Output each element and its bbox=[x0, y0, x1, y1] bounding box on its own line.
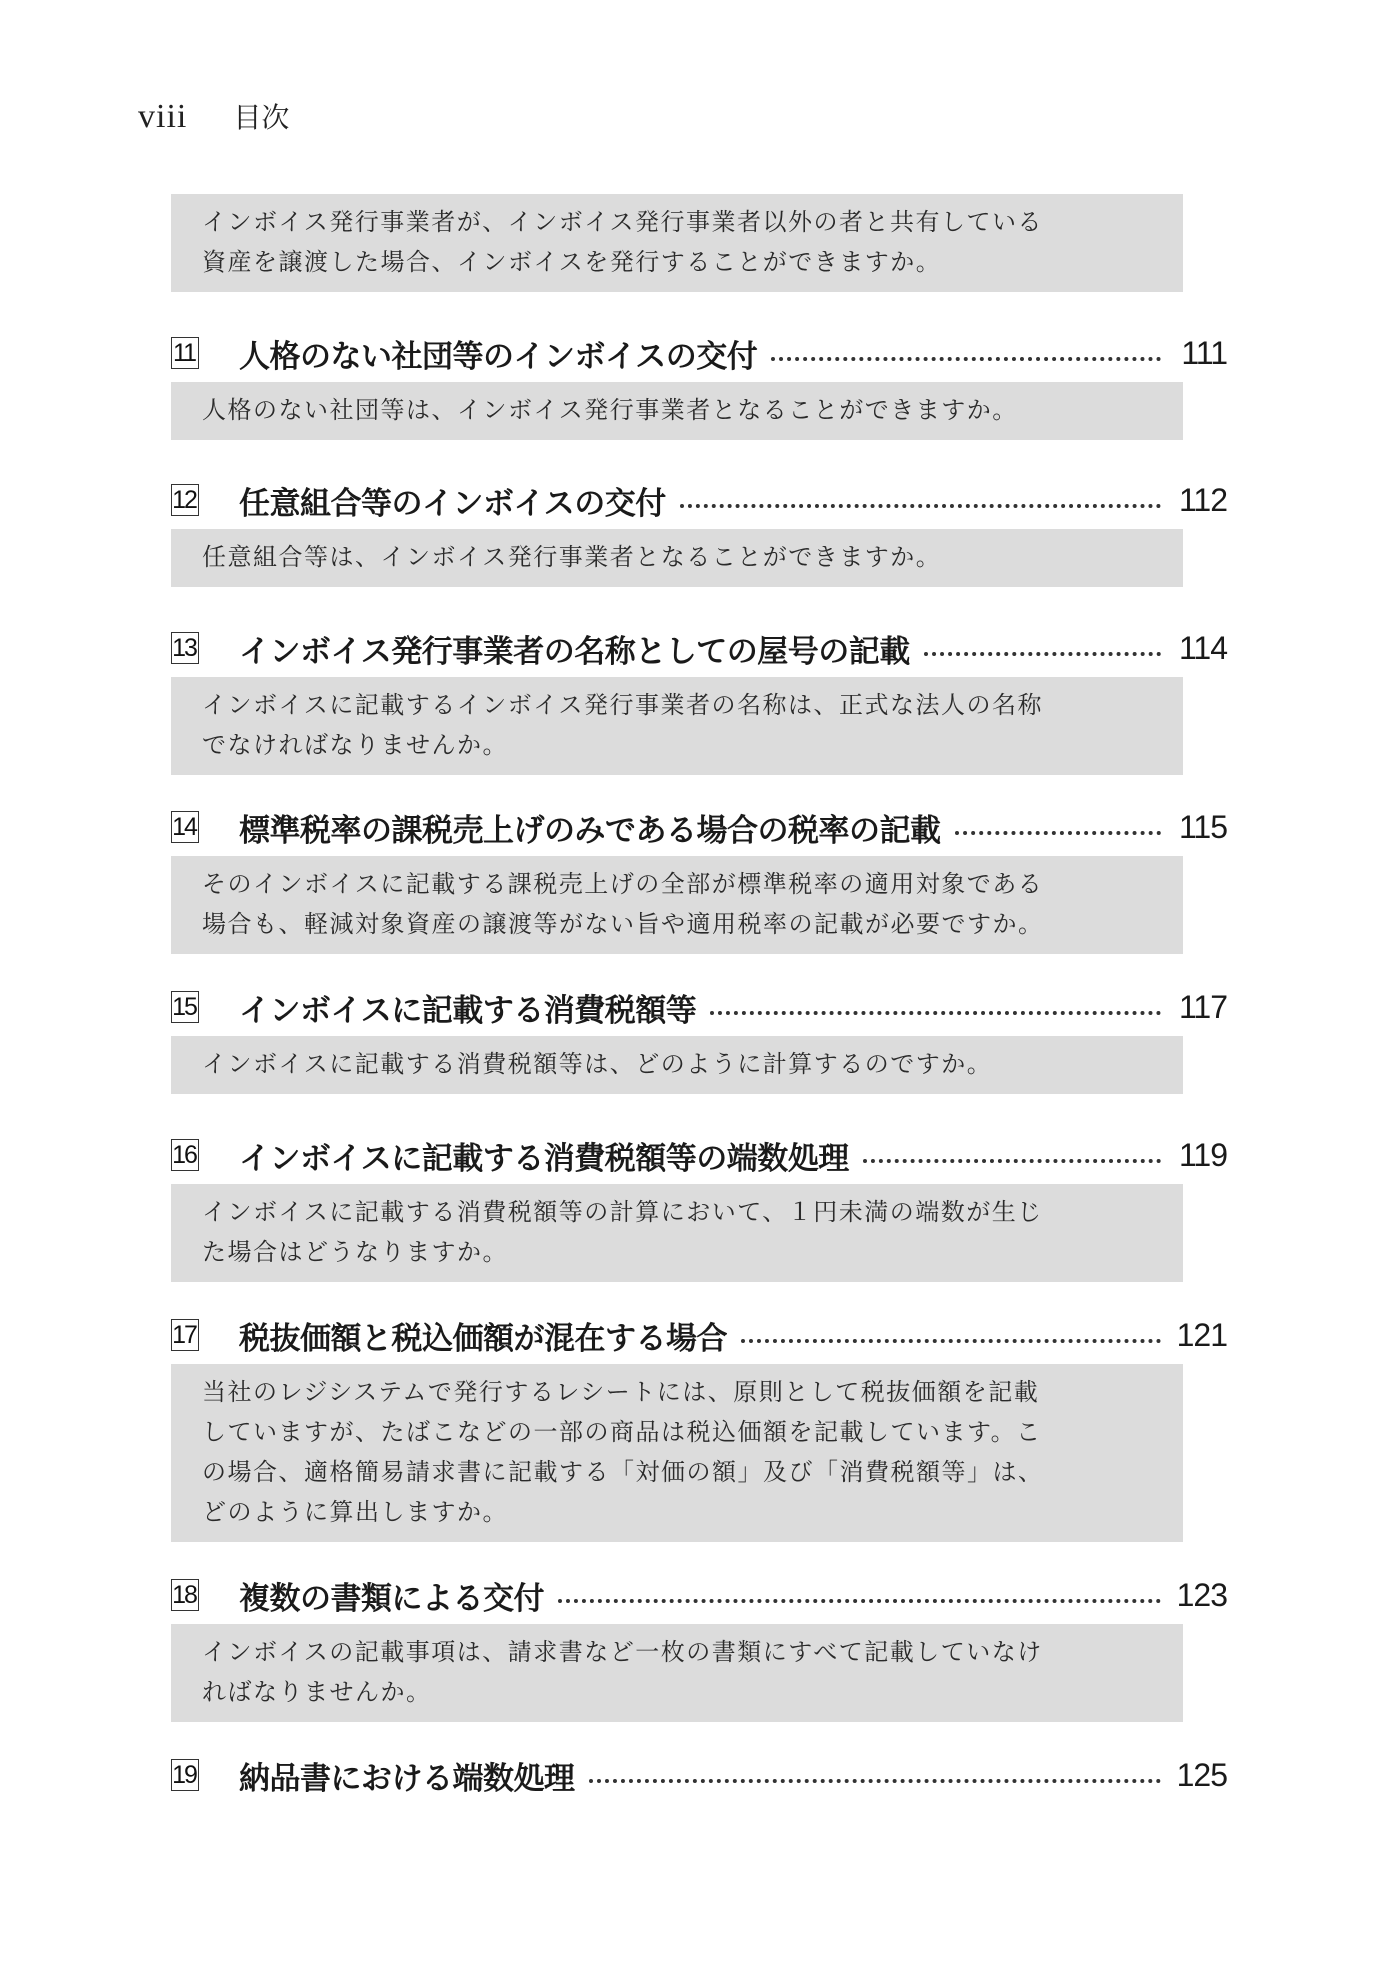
entry-heading[interactable] bbox=[171, 328, 1227, 378]
entry-title[interactable]: インボイスに記載する消費税額等 bbox=[239, 992, 697, 1029]
section-label: 目次 bbox=[233, 101, 290, 134]
question-line: 資産を譲渡した場合、インボイスを発行することができますか。 bbox=[202, 248, 942, 276]
page-reference[interactable]: 119 bbox=[1178, 1136, 1227, 1173]
dot-leader bbox=[589, 1779, 1162, 1783]
page-reference[interactable]: 112 bbox=[1178, 481, 1227, 518]
question-box bbox=[171, 529, 1183, 587]
entry-heading[interactable] bbox=[171, 623, 1227, 673]
dot-leader bbox=[710, 1011, 1161, 1015]
page-reference[interactable]: 114 bbox=[1178, 629, 1227, 666]
question-line: 任意組合等は、インボイス発行事業者となることができますか。 bbox=[202, 543, 942, 571]
dot-leader bbox=[680, 504, 1161, 508]
dot-leader bbox=[771, 357, 1161, 361]
question-line: していますが、たばこなどの一部の商品は税込価額を記載しています。こ bbox=[202, 1418, 1042, 1446]
entry-title[interactable]: 複数の書類による交付 bbox=[239, 1580, 544, 1617]
question-line: た場合はどうなりますか。 bbox=[202, 1238, 508, 1266]
entry-number: 14 bbox=[171, 811, 199, 843]
toc-entry-16[interactable] bbox=[171, 1130, 1227, 1282]
dot-leader bbox=[924, 652, 1161, 656]
question-line: 当社のレジシステムで発行するレシートには、原則として税抜価額を記載 bbox=[202, 1378, 1040, 1406]
entry-title[interactable]: インボイスに記載する消費税額等の端数処理 bbox=[239, 1140, 849, 1177]
page-reference[interactable]: 123 bbox=[1176, 1576, 1227, 1613]
entry-title[interactable]: 標準税率の課税売上げのみである場合の税率の記載 bbox=[239, 812, 941, 849]
question-box bbox=[171, 1036, 1183, 1094]
question-line: インボイスに記載するインボイス発行事業者の名称は、正式な法人の名称 bbox=[202, 691, 1044, 719]
question-box bbox=[171, 382, 1183, 440]
page-number: viii bbox=[138, 98, 188, 135]
toc-entry-11[interactable] bbox=[171, 328, 1227, 440]
entry-number: 15 bbox=[171, 991, 199, 1023]
entry-title[interactable]: インボイス発行事業者の名称としての屋号の記載 bbox=[239, 633, 910, 670]
question-line: どのように算出しますか。 bbox=[202, 1498, 508, 1526]
page-reference[interactable]: 117 bbox=[1178, 988, 1227, 1025]
entry-heading[interactable] bbox=[171, 982, 1227, 1032]
page-reference[interactable]: 121 bbox=[1176, 1316, 1227, 1353]
dot-leader bbox=[955, 831, 1162, 835]
page-reference[interactable]: 111 bbox=[1181, 334, 1227, 371]
dot-leader bbox=[863, 1159, 1161, 1163]
entry-heading[interactable] bbox=[171, 1750, 1227, 1800]
question-line: インボイスに記載する消費税額等は、どのように計算するのですか。 bbox=[202, 1050, 993, 1078]
entry-number: 11 bbox=[171, 337, 199, 369]
page-reference[interactable]: 115 bbox=[1178, 808, 1227, 845]
entry-title[interactable]: 任意組合等のインボイスの交付 bbox=[239, 485, 666, 522]
toc-entry-15[interactable] bbox=[171, 982, 1227, 1094]
entry-heading[interactable] bbox=[171, 1570, 1227, 1620]
question-line: ればなりませんか。 bbox=[202, 1678, 432, 1706]
entry-heading[interactable] bbox=[171, 802, 1227, 852]
toc-entry-13[interactable] bbox=[171, 623, 1227, 775]
question-line: インボイス発行事業者が、インボイス発行事業者以外の者と共有している bbox=[202, 208, 1044, 236]
question-line: でなければなりませんか。 bbox=[202, 731, 508, 759]
dot-leader bbox=[558, 1599, 1161, 1603]
entry-title[interactable]: 納品書における端数処理 bbox=[239, 1760, 575, 1797]
entry-number: 13 bbox=[171, 632, 199, 664]
toc-entry-18[interactable] bbox=[171, 1570, 1227, 1722]
entry-heading[interactable] bbox=[171, 1130, 1227, 1180]
entry-heading[interactable] bbox=[171, 475, 1227, 525]
dot-leader bbox=[741, 1339, 1161, 1343]
toc-entry-19[interactable] bbox=[171, 1750, 1227, 1800]
entry-number: 18 bbox=[171, 1579, 199, 1611]
entry-title[interactable]: 税抜価額と税込価額が混在する場合 bbox=[239, 1320, 727, 1357]
toc-continuation bbox=[171, 194, 1227, 292]
question-line: 場合も、軽減対象資産の譲渡等がない旨や適用税率の記載が必要ですか。 bbox=[202, 910, 1044, 938]
question-line: の場合、適格簡易請求書に記載する「対価の額」及び「消費税額等」は、 bbox=[202, 1458, 1044, 1486]
question-box bbox=[171, 1624, 1183, 1722]
toc-entry-14[interactable] bbox=[171, 802, 1227, 954]
page-reference[interactable]: 125 bbox=[1176, 1756, 1227, 1793]
entry-number: 16 bbox=[171, 1139, 199, 1171]
question-box bbox=[171, 1364, 1183, 1542]
question-box bbox=[171, 194, 1183, 292]
question-line: 人格のない社団等は、インボイス発行事業者となることができますか。 bbox=[202, 396, 1018, 424]
question-line: インボイスに記載する消費税額等の計算において、１円未満の端数が生じ bbox=[202, 1198, 1043, 1226]
question-box bbox=[171, 677, 1183, 775]
entry-number: 19 bbox=[171, 1759, 199, 1791]
entry-title[interactable]: 人格のない社団等のインボイスの交付 bbox=[239, 338, 758, 375]
question-box bbox=[171, 1184, 1183, 1282]
entry-number: 12 bbox=[171, 484, 199, 516]
page-header bbox=[138, 96, 289, 144]
question-line: インボイスの記載事項は、請求書など一枚の書類にすべて記載していなけ bbox=[202, 1638, 1043, 1666]
entry-heading[interactable] bbox=[171, 1310, 1227, 1360]
toc-entry-12[interactable] bbox=[171, 475, 1227, 587]
entry-number: 17 bbox=[171, 1319, 199, 1351]
question-box bbox=[171, 856, 1183, 954]
toc-entry-17[interactable] bbox=[171, 1310, 1227, 1542]
question-line: そのインボイスに記載する課税売上げの全部が標準税率の適用対象である bbox=[202, 870, 1044, 898]
